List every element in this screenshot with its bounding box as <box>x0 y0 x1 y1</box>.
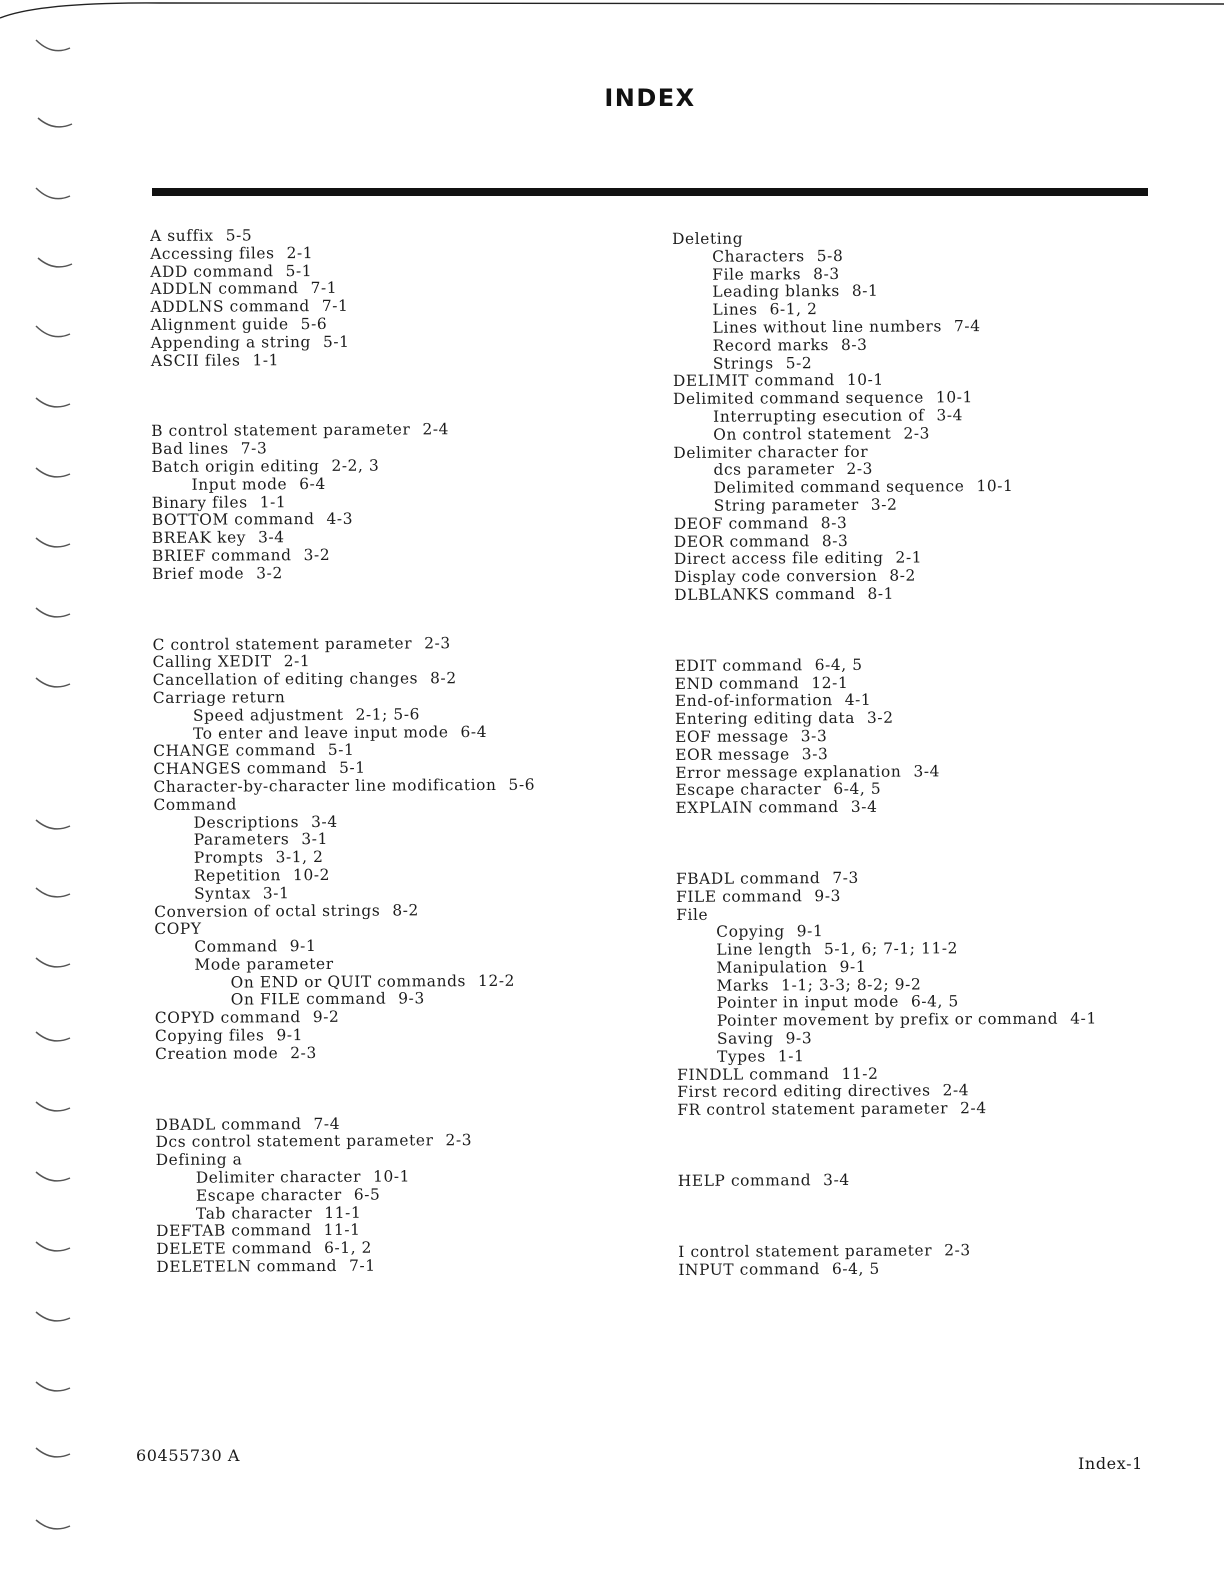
index-term: DELETE command <box>156 1239 313 1259</box>
page-reference: 7-1 <box>321 296 349 316</box>
index-term: ADD command <box>150 261 274 281</box>
index-term: End-of-information <box>674 691 833 711</box>
index-term: On control statement <box>713 424 892 444</box>
index-term: Parameters <box>193 830 290 850</box>
index-term: EXPLAIN command <box>675 798 839 818</box>
index-entry <box>151 315 533 335</box>
index-term: File marks <box>712 264 802 284</box>
page-reference: 8-3 <box>813 264 840 283</box>
index-entry <box>156 1239 538 1259</box>
index-entry <box>155 1044 537 1064</box>
page-reference: 2-2, 3 <box>331 456 380 475</box>
page-reference: 6-4, 5 <box>814 655 863 674</box>
page-reference: 3-4 <box>936 406 964 425</box>
index-term: Deleting <box>671 229 744 248</box>
index-term: Entering editing data <box>674 709 856 729</box>
index-term: Character-by-character line modification <box>153 775 497 796</box>
page-reference: 10-1 <box>846 371 884 390</box>
index-term: C control statement parameter <box>152 633 413 654</box>
page-reference: 5-1 <box>285 261 313 280</box>
page-reference: 2-3 <box>424 633 451 652</box>
group-gap <box>151 368 533 423</box>
index-term: Brief mode <box>152 564 245 583</box>
page-reference: 9-1 <box>796 922 824 941</box>
index-term: Record marks <box>712 335 830 355</box>
index-column-left <box>150 226 538 1277</box>
page-reference: 3-1 <box>301 830 329 849</box>
page-reference: 2-1; 5-6 <box>355 705 421 724</box>
page-reference: 9-1 <box>839 957 867 976</box>
index-entry <box>154 866 536 886</box>
page-reference: 1-1; 3-3; 8-2; 9-2 <box>781 975 922 995</box>
index-term: Types <box>716 1047 766 1066</box>
index-term: Display code conversion <box>674 566 878 587</box>
index-term: Descriptions <box>193 812 300 832</box>
index-term: First record editing directives <box>677 1081 931 1102</box>
page-edge-curve <box>0 0 1224 20</box>
page-reference: 8-3 <box>820 513 848 532</box>
index-term: EDIT command <box>674 655 803 675</box>
page-reference: 10-1 <box>976 477 1014 496</box>
index-entry <box>156 1257 538 1277</box>
page-reference: 2-3 <box>290 1043 317 1063</box>
index-term: Marks <box>716 976 770 995</box>
index-term: Strings <box>712 353 774 373</box>
page-reference: 2-4 <box>942 1081 970 1100</box>
page-reference: 8-2 <box>392 900 419 920</box>
index-term: Delimited command sequence <box>713 477 965 497</box>
index-term: Copying files <box>154 1026 265 1046</box>
index-term: INPUT command <box>678 1259 820 1279</box>
page-reference: 3-2 <box>870 495 898 514</box>
index-term: Mode parameter <box>194 954 334 974</box>
index-entry <box>150 297 532 317</box>
index-term: To enter and leave input mode <box>193 722 449 743</box>
index-entry <box>151 457 533 477</box>
page-reference: 3-2 <box>256 563 283 583</box>
page-reference: 2-1 <box>283 652 311 671</box>
binding-holes <box>18 20 78 1560</box>
index-entry <box>152 634 534 654</box>
page-reference: 10-1 <box>373 1167 411 1186</box>
index-entry <box>150 226 532 246</box>
index-term: Delimiter character for <box>673 442 869 462</box>
index-entry <box>154 919 536 939</box>
index-entry <box>150 243 532 263</box>
page-reference: 9-2 <box>312 1008 340 1027</box>
index-term: On END or QUIT commands <box>230 971 467 992</box>
index-entry <box>151 350 533 370</box>
page-reference: 5-1 <box>322 332 350 351</box>
page-reference: 3-4 <box>850 797 878 817</box>
page-reference: 12-1 <box>811 673 849 692</box>
page-reference: 1-1 <box>259 492 287 511</box>
title-rule <box>152 188 1148 196</box>
index-term: DEFTAB command <box>156 1221 312 1241</box>
index-entry <box>156 1168 538 1188</box>
index-term: Delimited command sequence <box>672 388 924 409</box>
page-reference: 9-3 <box>814 886 842 905</box>
index-term: String parameter <box>713 495 859 515</box>
page-reference: 11-1 <box>323 1221 361 1240</box>
page-reference: 5-1 <box>327 741 355 760</box>
page-number: Index-1 <box>1078 1454 1143 1473</box>
page-reference: 3-4 <box>913 761 941 781</box>
index-term: On FILE command <box>230 990 387 1010</box>
page-reference: 2-4 <box>422 420 450 439</box>
index-term: DEOR command <box>673 531 810 551</box>
index-entry <box>150 261 532 281</box>
page-reference: 3-4 <box>311 812 338 831</box>
index-term: Escape character <box>195 1185 342 1205</box>
page-reference: 2-3 <box>903 424 931 443</box>
page-reference: 6-4, 5 <box>910 992 959 1012</box>
index-term: HELP command <box>677 1171 812 1191</box>
index-term: DELETELN command <box>156 1256 338 1277</box>
page-reference: 11-1 <box>324 1203 362 1222</box>
index-term: Bad lines <box>151 439 229 459</box>
page-reference: 5-1 <box>339 758 366 777</box>
page-reference: 3-3 <box>801 744 829 763</box>
index-term: Delimiter character <box>195 1167 362 1187</box>
page-reference: 10-2 <box>292 865 331 885</box>
index-term: Conversion of octal strings <box>154 901 381 921</box>
index-term: A suffix <box>149 226 214 245</box>
index-term: BRIEF command <box>151 546 292 565</box>
page-reference: 4-3 <box>326 510 354 529</box>
page-reference: 2-1 <box>895 548 923 567</box>
index-term: Pointer in input mode <box>716 993 899 1013</box>
index-term: Creation mode <box>154 1044 279 1063</box>
index-term: Error message explanation <box>675 762 902 782</box>
page-reference: 1-1 <box>777 1047 805 1066</box>
index-term: CHANGES command <box>153 759 328 779</box>
group-gap <box>152 581 534 636</box>
index-entry <box>155 990 537 1010</box>
index-term: Command <box>194 937 278 956</box>
page-reference: 8-2 <box>430 669 457 688</box>
index-term: Dcs control statement parameter <box>155 1131 434 1152</box>
page-reference: 4-1 <box>844 691 872 710</box>
index-entry <box>678 1259 1098 1279</box>
index-term: DEOF command <box>673 513 809 533</box>
index-term: FILE command <box>676 886 803 906</box>
page-reference: 7-1 <box>349 1256 376 1275</box>
page-reference: 7-4 <box>313 1114 341 1133</box>
index-entry <box>153 670 535 690</box>
index-term: Pointer movement by prefix or command <box>716 1009 1059 1031</box>
page-reference: 2-3 <box>445 1131 473 1150</box>
page-reference: 3-3 <box>800 726 828 746</box>
index-entry <box>155 1008 537 1028</box>
page-reference: 3-4 <box>823 1170 850 1190</box>
index-term: Tab character <box>195 1203 313 1223</box>
index-term: DBADL command <box>155 1114 302 1134</box>
index-entry <box>151 332 533 352</box>
page-reference: 6-4, 5 <box>831 1259 880 1278</box>
index-term: CHANGE command <box>153 741 316 761</box>
page-reference: 2-3 <box>944 1241 971 1260</box>
index-term: Cancellation of editing changes <box>152 669 419 690</box>
page-reference: 5-6 <box>508 775 536 794</box>
page-reference: 8-2 <box>889 566 916 585</box>
index-term: I control statement parameter <box>678 1241 933 1261</box>
index-entry <box>152 528 534 548</box>
index-term: FBADL command <box>675 869 821 888</box>
index-entry <box>154 830 536 850</box>
page-reference: 6-5 <box>353 1185 381 1204</box>
index-term: Characters <box>712 246 805 266</box>
index-term: Defining a <box>155 1150 243 1170</box>
index-term: Lines <box>712 300 758 319</box>
index-term: BOTTOM command <box>151 510 315 530</box>
page-reference: 8-3 <box>840 335 868 354</box>
page-reference: 9-1 <box>276 1026 304 1045</box>
index-entry <box>156 1132 538 1152</box>
index-entry <box>152 510 534 530</box>
index-entry <box>151 421 533 441</box>
index-entry <box>152 474 534 494</box>
page-reference: 7-3 <box>832 868 859 887</box>
index-term: B control statement parameter <box>151 420 411 441</box>
page-reference: 5-2 <box>785 353 813 372</box>
index-term: Saving <box>716 1029 774 1048</box>
page-reference: 3-2 <box>866 708 894 727</box>
document-number: 60455730 A <box>136 1446 241 1465</box>
index-entry <box>153 688 535 708</box>
index-term: Accessing files <box>150 244 275 263</box>
page-reference: 11-2 <box>841 1064 879 1083</box>
page-reference: 4-1 <box>1070 1009 1097 1028</box>
index-term: Batch origin editing <box>151 456 320 476</box>
index-term: Escape character <box>675 780 822 800</box>
page-reference: 3-1, 2 <box>275 848 324 867</box>
index-term: ADDLN command <box>150 279 299 299</box>
page-reference: 3-1 <box>262 883 290 903</box>
index-term: EOF message <box>675 727 789 746</box>
index-entry <box>156 1186 538 1206</box>
index-term: COPY <box>154 919 202 939</box>
index-term: Copying <box>716 922 785 942</box>
index-term: File <box>676 905 709 924</box>
page-reference: 8-3 <box>821 531 849 550</box>
page-reference: 6-4, 5 <box>833 780 882 799</box>
index-term: Appending a string <box>150 332 312 352</box>
index-term: Command <box>153 795 237 814</box>
index-term: Direct access file editing <box>673 549 884 569</box>
page-reference: 1-1 <box>252 350 280 369</box>
index-term: DLBLANKS command <box>674 584 856 604</box>
index-term: Lines without line numbers <box>712 317 943 337</box>
index-term: Carriage return <box>152 688 286 707</box>
page-reference: 5-5 <box>225 226 253 245</box>
page-reference: 7-4 <box>953 317 981 336</box>
index-entry <box>154 901 536 921</box>
index-term: FINDLL command <box>677 1064 830 1084</box>
index-term: Prompts <box>193 848 264 867</box>
page-reference: 9-3 <box>785 1029 813 1048</box>
page-reference: 5-1, 6; 7-1; 11-2 <box>823 939 959 959</box>
page-reference: 2-4 <box>960 1099 987 1118</box>
index-term: DELIMIT command <box>672 371 835 391</box>
page-reference: 12-2 <box>477 971 516 990</box>
group-gap <box>155 1061 537 1116</box>
index-entry <box>154 937 536 957</box>
page-reference: 5-6 <box>300 314 328 334</box>
page-reference: 9-1 <box>289 937 317 956</box>
index-term: END command <box>674 673 800 693</box>
index-term: Interrupting esecution of <box>713 406 925 426</box>
index-term: Leading blanks <box>712 282 840 302</box>
page-reference: 9-3 <box>398 989 425 1008</box>
page-reference: 8-1 <box>851 282 879 301</box>
index-term: Alignment guide <box>150 315 289 334</box>
page-reference: 3-4 <box>258 528 285 547</box>
group-gap <box>674 602 1094 658</box>
index-term: FR control statement parameter <box>677 1099 949 1120</box>
page-reference: 7-3 <box>240 439 268 458</box>
index-term: Repetition <box>193 866 282 885</box>
index-term: Syntax <box>194 884 251 903</box>
page-reference: 6-1, 2 <box>324 1238 373 1258</box>
group-gap <box>677 1117 1097 1173</box>
page-reference: 6-4 <box>299 474 326 493</box>
index-term: EOR message <box>675 745 790 764</box>
index-entry <box>152 563 534 583</box>
index-entry <box>154 848 536 868</box>
index-term: Binary files <box>151 492 248 512</box>
index-entry <box>152 546 534 566</box>
index-term: Speed adjustment <box>192 705 344 725</box>
page-reference: 7-1 <box>310 279 338 298</box>
page-reference: 10-1 <box>935 388 973 407</box>
index-entry <box>153 794 535 814</box>
index-term: COPYD command <box>154 1008 301 1028</box>
index-term: Calling XEDIT <box>152 652 272 672</box>
page-reference: 2-1 <box>286 243 314 262</box>
page-reference: 6-1, 2 <box>769 300 818 319</box>
page-title: INDEX <box>604 84 696 112</box>
index-entry <box>677 1011 1097 1031</box>
index-entry <box>155 1026 537 1046</box>
index-term: ADDLNS command <box>150 297 310 317</box>
group-gap <box>676 815 1096 871</box>
page-reference: 6-4 <box>460 722 488 741</box>
index-term: ASCII files <box>150 351 241 370</box>
page-reference: 2-3 <box>846 460 874 479</box>
index-entry <box>154 812 536 832</box>
index-term: Manipulation <box>716 957 828 977</box>
index-term: dcs parameter <box>713 460 835 480</box>
page-reference: 3-2 <box>303 545 331 565</box>
index-entry <box>153 777 535 797</box>
page-reference: 8-1 <box>867 584 895 603</box>
index-term: Input mode <box>191 474 288 494</box>
index-term: Line length <box>716 940 813 959</box>
page-reference: 5-8 <box>816 246 844 265</box>
group-gap <box>678 1188 1098 1244</box>
index-term: BREAK key <box>151 528 247 548</box>
index-column-right <box>672 228 1098 1279</box>
